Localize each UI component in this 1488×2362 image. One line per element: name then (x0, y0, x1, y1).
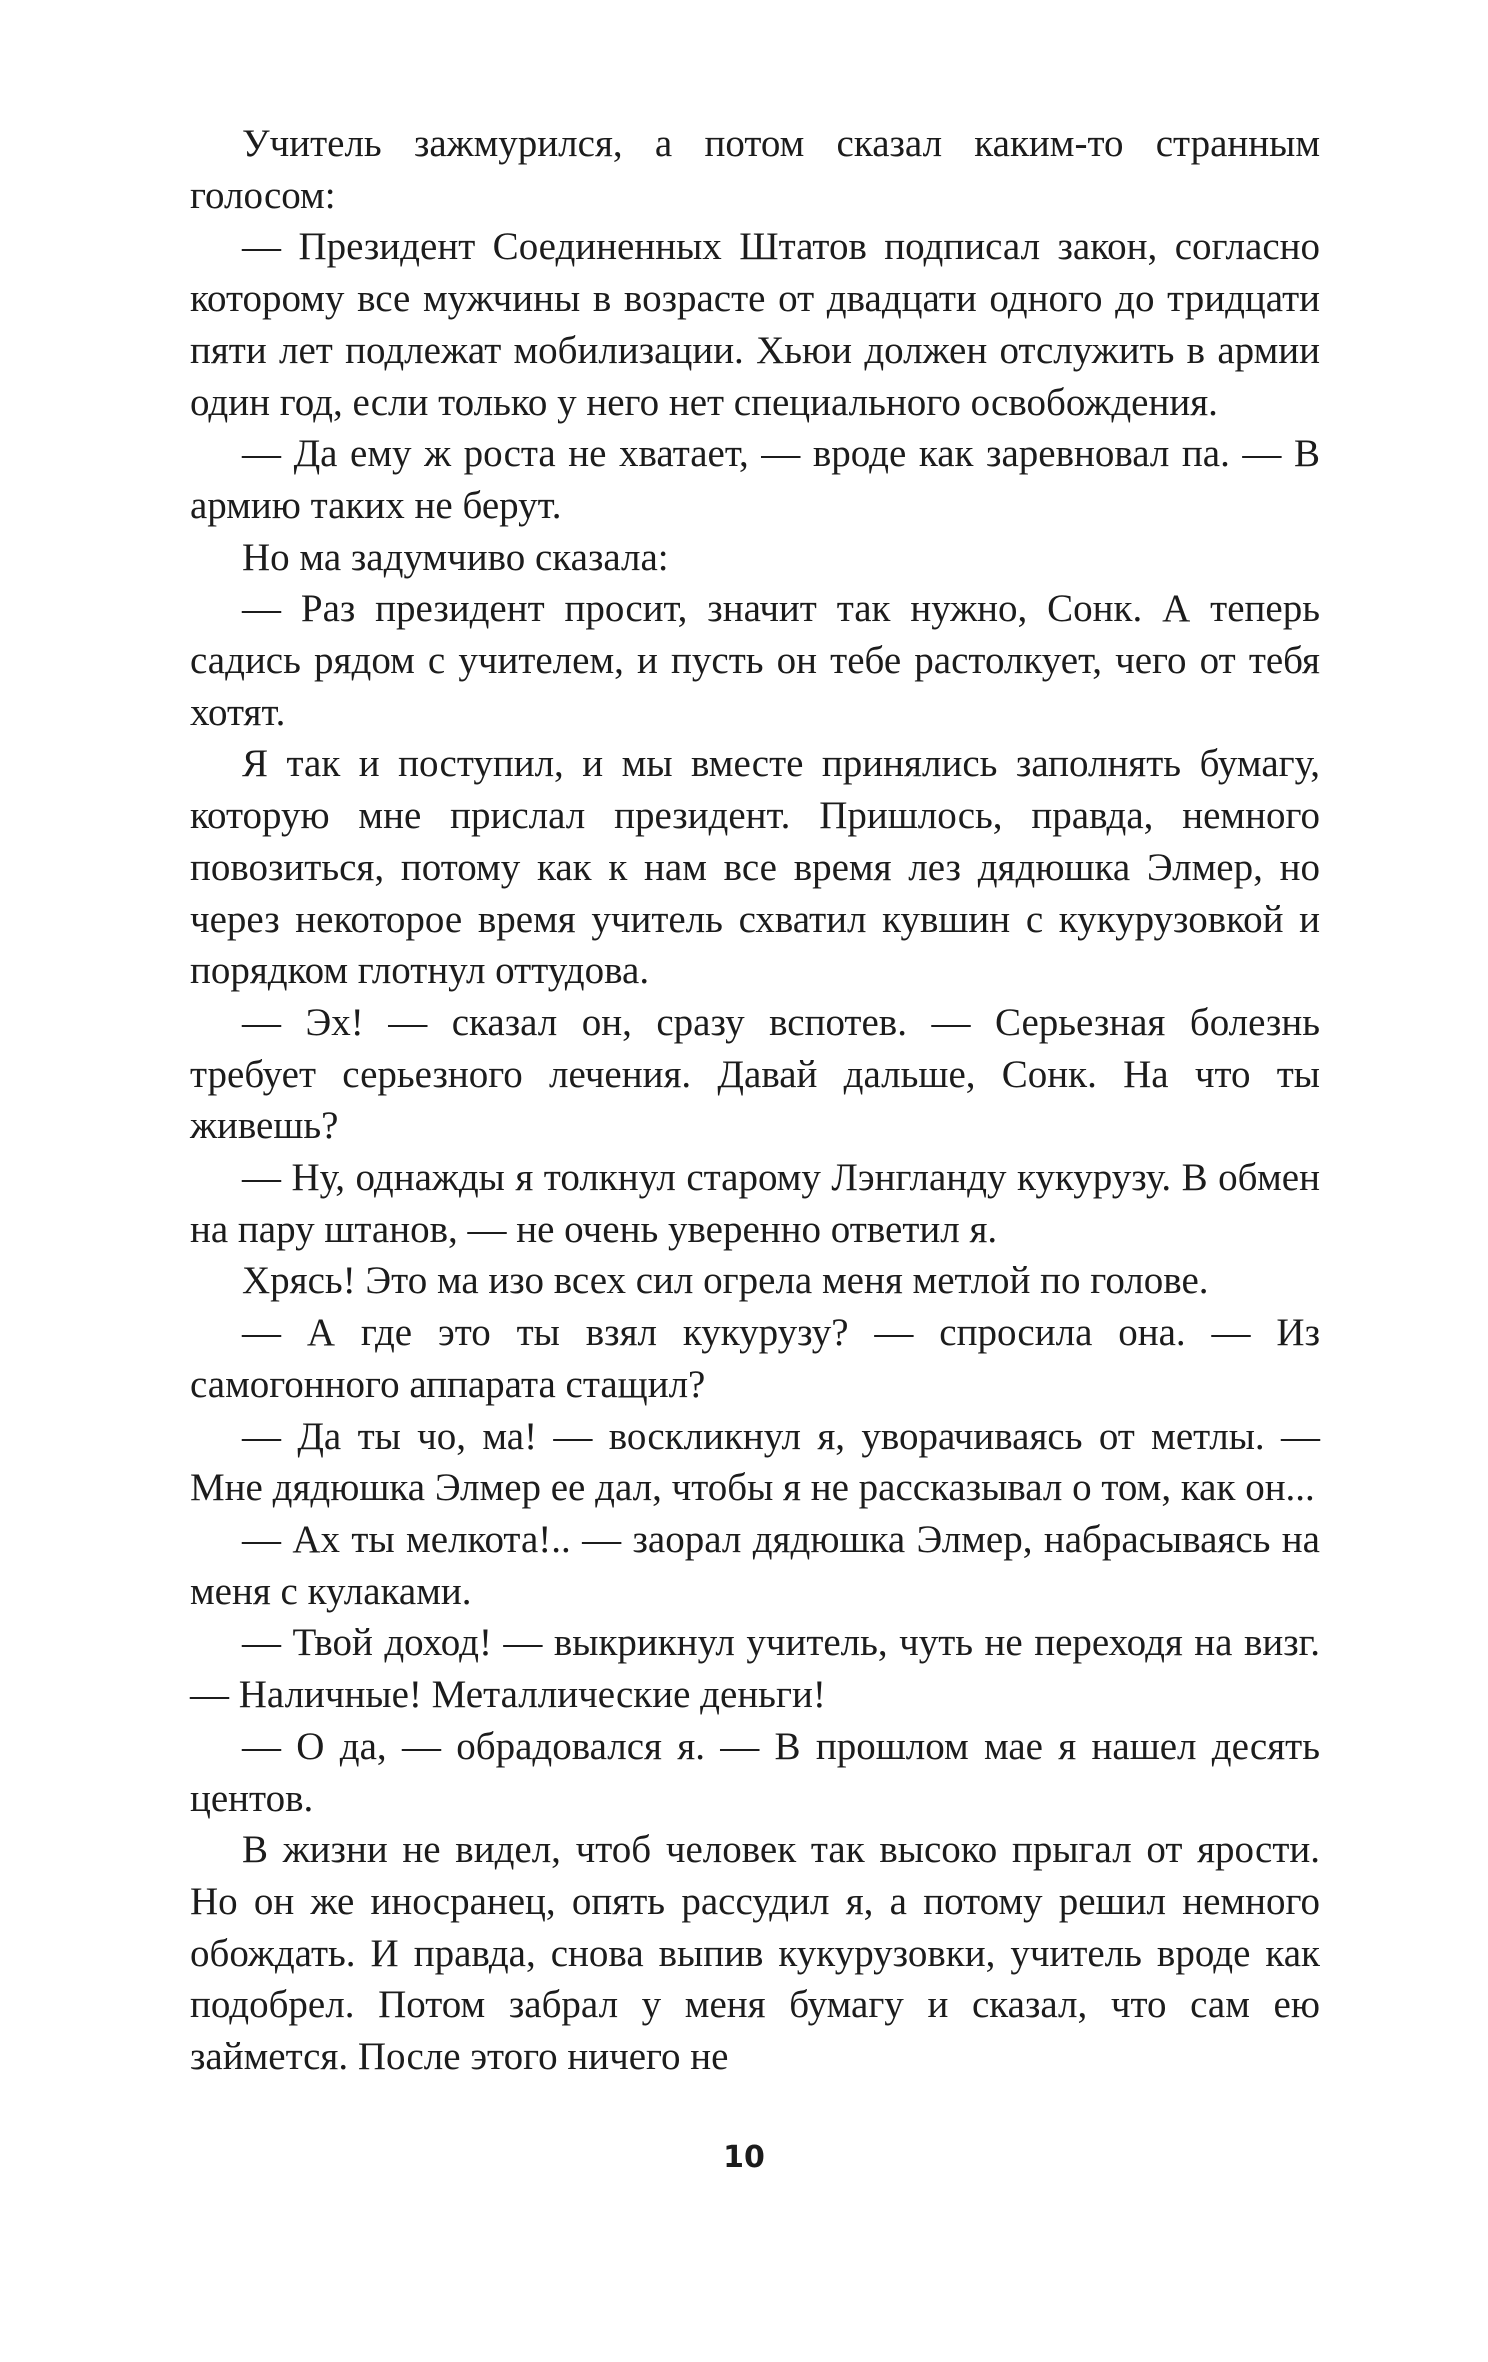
paragraph: Хрясь! Это ма изо всех сил огрела меня метлой по голове. (242, 1259, 1209, 1303)
paragraph: — А где это ты взял кукурузу? — спросила она. — Из самогонного аппарата стащил? (190, 1311, 1320, 1406)
paragraph: — Да ты чо, ма! — воскликнул я, уворачиваясь от метлы. — Мне дядюшка Элмер ее дал, чтобы я не рассказывал о том, как он... (190, 1414, 1320, 1510)
paragraph: — Ах ты мелкота!.. — заорал дядюшка Элмер, набрасываясь на меня с кулаками. (190, 1517, 1320, 1613)
paragraph: — Да ему ж роста не хватает, — вроде как заревновал па. — В армию таких не берут. (190, 432, 1320, 527)
paragraph: Учитель зажмурился, а потом сказал каким-то странным голосом: (190, 122, 1320, 217)
paragraph: — О да, — обрадовался я. — В прошлом мае я нашел десять центов. (190, 1724, 1320, 1820)
paragraph: Я так и поступил, и мы вместе принялись заполнять бумагу, которую мне прислал президент. Пришлось, правда, немного повозиться, потому как к нам все время лез дядюшка Элмер, но через некоторое время учитель схватил кувшин с кукурузовкой и порядком глотнул оттудова. (190, 742, 1320, 993)
page-number: 10 (723, 2140, 765, 2175)
paragraph: В жизни не видел, чтоб человек так высоко прыгал от ярости. Но он же иносранец, опять рассудил я, а потому решил немного обождать. И правда, снова выпив кукурузовки, учитель вроде как подобрел. Потом забрал у меня бумагу и сказал, что сам ею займется. После этого ничего не (190, 1828, 1320, 2079)
page-body (190, 118, 1320, 2083)
paragraph: — Раз президент просит, значит так нужно, Сонк. А теперь садись рядом с учителем, и пусть он тебе растолкует, чего от тебя хотят. (190, 587, 1320, 734)
paragraph: — Твой доход! — выкрикнул учитель, чуть не переходя на визг. — Наличные! Металлические деньги! (190, 1621, 1320, 1717)
paragraph: — Ну, однажды я толкнул старому Лэнгланду кукурузу. В обмен на пару штанов, — не очень уверенно ответил я. (190, 1156, 1320, 1251)
paragraph: — Президент Соединенных Штатов подписал закон, согласно которому все мужчины в возрасте от двадцати одного до тридцати пяти лет подлежат мобилизации. Хьюи должен отслужить в армии один год, если только у него нет специального освобождения. (190, 225, 1320, 424)
paragraph: — Эх! — сказал он, сразу вспотев. — Серьезная болезнь требует серьезного лечения. Давай дальше, Сонк. На что ты живешь? (190, 1000, 1320, 1148)
paragraph: Но ма задумчиво сказала: (242, 535, 669, 579)
